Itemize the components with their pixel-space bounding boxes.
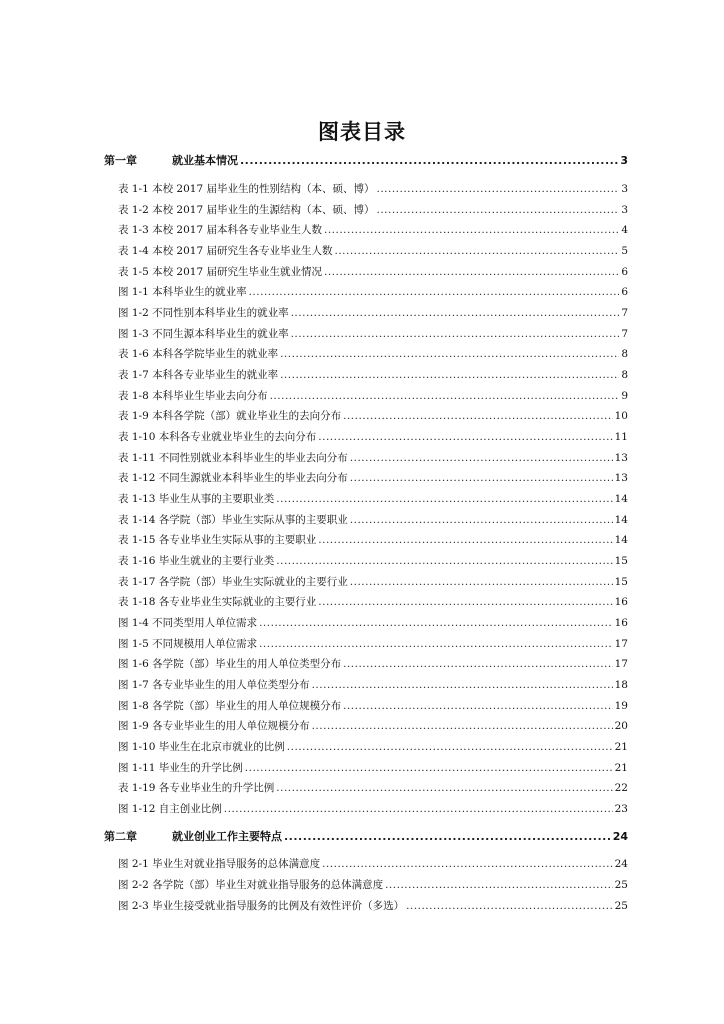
dot-leader xyxy=(324,222,619,238)
entry-page-number: 19 xyxy=(614,699,628,712)
entry-page-number: 15 xyxy=(614,575,628,588)
toc-entry[interactable] xyxy=(118,202,628,218)
toc-entry[interactable] xyxy=(118,264,628,280)
entry-title: 表 1-10 本科各专业就业毕业生的去向分布 xyxy=(118,431,317,443)
dot-leader xyxy=(318,532,612,548)
dot-leader xyxy=(245,760,613,776)
dot-leader xyxy=(318,429,612,445)
dot-leader xyxy=(385,877,613,893)
dot-leader xyxy=(291,305,620,321)
dot-leader xyxy=(287,739,613,755)
entry-title: 表 1-11 不同性别就业本科毕业生的毕业去向分布 xyxy=(118,451,348,464)
entry-title: 表 1-12 不同生源就业本科毕业生的毕业去向分布 xyxy=(118,472,348,485)
entry-page-number: 8 xyxy=(621,369,628,381)
entry-page-number: 25 xyxy=(614,879,628,891)
entry-title: 表 1-17 各学院（部）毕业生实际就业的主要行业 xyxy=(118,575,348,588)
toc-entry[interactable] xyxy=(118,243,628,259)
dot-leader xyxy=(259,636,613,652)
entry-page-number: 15 xyxy=(614,555,628,568)
entry-title: 表 1-4 本校 2017 届研究生各专业毕业生人数 xyxy=(118,245,333,257)
entry-title: 图 1-10 毕业生在北京市就业的比例 xyxy=(118,741,285,754)
entry-title: 图 1-12 自主创业比例 xyxy=(118,803,222,816)
dot-leader xyxy=(259,615,613,631)
toc-entry[interactable] xyxy=(118,429,628,445)
entry-page-number: 9 xyxy=(621,389,628,402)
entry-page-number: 18 xyxy=(614,679,628,692)
entry-page-number: 6 xyxy=(621,286,628,299)
dot-leader xyxy=(276,491,612,507)
entry-page-number: 20 xyxy=(614,720,628,733)
dot-leader xyxy=(350,450,613,466)
toc-entry[interactable] xyxy=(118,574,628,590)
entry-page-number: 3 xyxy=(621,183,628,195)
entry-page-number: 8 xyxy=(621,348,628,361)
entry-title: 图 1-6 各学院（部）毕业生的用人单位类型分布 xyxy=(118,658,342,671)
toc-entry[interactable] xyxy=(118,780,628,796)
entry-title: 图 1-7 各专业毕业生的用人单位类型分布 xyxy=(118,679,310,692)
dot-leader xyxy=(322,856,613,872)
toc-entry[interactable] xyxy=(118,615,628,631)
page-title: 图表目录 xyxy=(318,120,406,144)
dot-leader xyxy=(224,801,613,817)
entry-title: 表 1-8 本科毕业生毕业去向分布 xyxy=(118,389,268,402)
entry-title: 图 1-4 不同类型用人单位需求 xyxy=(118,617,258,630)
entry-title: 表 1-13 毕业生从事的主要职业类 xyxy=(118,493,275,506)
entry-title: 图 1-3 不同生源本科毕业生的就业率 xyxy=(118,327,289,340)
entry-title: 表 1-2 本校 2017 届毕业生的生源结构（本、硕、博） xyxy=(118,203,375,216)
entry-title: 表 1-3 本校 2017 届本科各专业毕业生人数 xyxy=(118,224,322,237)
entry-title: 图 2-2 各学院（部）毕业生对就业指导服务的总体满意度 xyxy=(118,879,384,891)
entry-page-number: 13 xyxy=(614,472,628,485)
chapter-page-number: 24 xyxy=(612,830,628,843)
toc-entry[interactable] xyxy=(118,898,628,914)
chapter-title: 就业创业工作主要特点 xyxy=(172,830,282,843)
toc-entry[interactable] xyxy=(118,877,628,893)
dot-leader xyxy=(376,202,619,218)
entry-title: 图 1-5 不同规模用人单位需求 xyxy=(118,637,258,650)
dot-leader xyxy=(276,553,612,569)
entry-page-number: 24 xyxy=(614,858,628,870)
entry-title: 图 2-1 毕业生对就业指导服务的总体满意度 xyxy=(118,858,321,870)
dot-leader xyxy=(334,243,619,259)
entry-page-number: 5 xyxy=(621,245,628,257)
toc-entry[interactable] xyxy=(118,532,628,548)
entry-page-number: 13 xyxy=(614,451,628,464)
entry-title: 图 1-9 各专业毕业生的用人单位规模分布 xyxy=(118,720,310,733)
entry-title: 图 1-11 毕业生的升学比例 xyxy=(118,761,243,774)
entry-title: 表 1-1 本校 2017 届毕业生的性别结构（本、硕、博） xyxy=(118,183,375,195)
dot-leader xyxy=(376,181,619,197)
entry-page-number: 16 xyxy=(614,617,628,630)
dot-leader xyxy=(284,829,611,845)
entry-page-number: 16 xyxy=(614,596,628,609)
entry-title: 图 1-2 不同性别本科毕业生的就业率 xyxy=(118,307,289,319)
entry-title: 表 1-7 本科各专业毕业生的就业率 xyxy=(118,369,279,381)
toc-entry[interactable] xyxy=(118,656,628,672)
dot-leader xyxy=(350,470,613,486)
toc-entry[interactable] xyxy=(118,801,628,817)
entry-page-number: 17 xyxy=(614,658,628,671)
toc-chapter[interactable] xyxy=(104,153,628,169)
entry-page-number: 14 xyxy=(614,534,628,547)
toc-entry[interactable] xyxy=(118,367,628,383)
entry-title: 表 1-6 本科各学院毕业生的就业率 xyxy=(118,348,279,361)
chapter-page-number: 3 xyxy=(620,154,628,167)
chapter-label: 第二章 xyxy=(104,830,137,843)
toc-entry[interactable] xyxy=(118,408,628,424)
toc-entry[interactable] xyxy=(118,470,628,486)
toc-entry[interactable] xyxy=(118,222,628,238)
toc-entry[interactable] xyxy=(118,636,628,652)
toc-entry[interactable] xyxy=(118,284,628,300)
toc-chapter[interactable] xyxy=(104,829,628,845)
toc-entry[interactable] xyxy=(118,326,628,342)
toc-entry[interactable] xyxy=(118,388,628,404)
entry-title: 图 2-3 毕业生接受就业指导服务的比例及有效性评价（多选） xyxy=(118,900,405,912)
toc-entry[interactable] xyxy=(118,718,628,734)
entry-title: 图 1-8 各学院（部）毕业生的用人单位规模分布 xyxy=(118,699,342,712)
entry-title: 图 1-1 本科毕业生的就业率 xyxy=(118,286,247,299)
dot-leader xyxy=(350,512,613,528)
entry-title: 表 1-5 本校 2017 届研究生毕业生就业情况 xyxy=(118,265,322,278)
toc-entry[interactable] xyxy=(118,181,628,197)
dot-leader xyxy=(240,153,618,169)
entry-page-number: 10 xyxy=(614,410,628,423)
toc-entry[interactable] xyxy=(118,450,628,466)
entry-title: 表 1-19 各专业毕业生的升学比例 xyxy=(118,782,275,795)
entry-page-number: 21 xyxy=(614,741,628,754)
entry-title: 表 1-15 各专业毕业生实际从事的主要职业 xyxy=(118,534,317,547)
entry-page-number: 22 xyxy=(614,782,628,795)
dot-leader xyxy=(280,346,619,362)
entry-page-number: 17 xyxy=(614,637,628,650)
entry-title: 表 1-16 毕业生就业的主要行业类 xyxy=(118,555,275,568)
dot-leader xyxy=(270,388,620,404)
entry-page-number: 3 xyxy=(621,203,628,216)
entry-page-number: 7 xyxy=(621,307,628,319)
toc-entry[interactable] xyxy=(118,677,628,693)
toc-entry[interactable] xyxy=(118,305,628,321)
toc-entry[interactable] xyxy=(118,698,628,714)
entry-page-number: 6 xyxy=(621,265,628,278)
dot-leader xyxy=(312,718,613,734)
dot-leader xyxy=(312,677,613,693)
dot-leader xyxy=(291,326,620,342)
toc-entry[interactable] xyxy=(118,594,628,610)
toc-entry[interactable] xyxy=(118,856,628,872)
dot-leader xyxy=(343,408,613,424)
entry-page-number: 11 xyxy=(614,431,628,443)
chapter-title: 就业基本情况 xyxy=(172,154,238,167)
entry-page-number: 14 xyxy=(614,513,628,526)
entry-title: 表 1-18 各专业毕业生实际就业的主要行业 xyxy=(118,596,317,609)
toc-entry[interactable] xyxy=(118,491,628,507)
entry-page-number: 23 xyxy=(614,803,628,816)
toc-entry[interactable] xyxy=(118,346,628,362)
dot-leader xyxy=(249,284,620,300)
dot-leader xyxy=(343,656,613,672)
entry-page-number: 14 xyxy=(614,493,628,506)
toc-entry[interactable] xyxy=(118,739,628,755)
dot-leader xyxy=(406,898,613,914)
entry-page-number: 21 xyxy=(614,761,628,774)
toc-entry[interactable] xyxy=(118,512,628,528)
toc-entry[interactable] xyxy=(118,553,628,569)
dot-leader xyxy=(324,264,619,280)
entry-page-number: 4 xyxy=(621,224,628,237)
chapter-label: 第一章 xyxy=(104,154,137,167)
dot-leader xyxy=(343,698,613,714)
dot-leader xyxy=(280,367,619,383)
dot-leader xyxy=(276,780,612,796)
entry-title: 表 1-9 本科各学院（部）就业毕业生的去向分布 xyxy=(118,410,342,423)
entry-title: 表 1-14 各学院（部）毕业生实际从事的主要职业 xyxy=(118,513,348,526)
toc-entry[interactable] xyxy=(118,760,628,776)
dot-leader xyxy=(350,574,613,590)
entry-page-number: 25 xyxy=(614,900,628,912)
entry-page-number: 7 xyxy=(621,327,628,340)
dot-leader xyxy=(318,594,612,610)
